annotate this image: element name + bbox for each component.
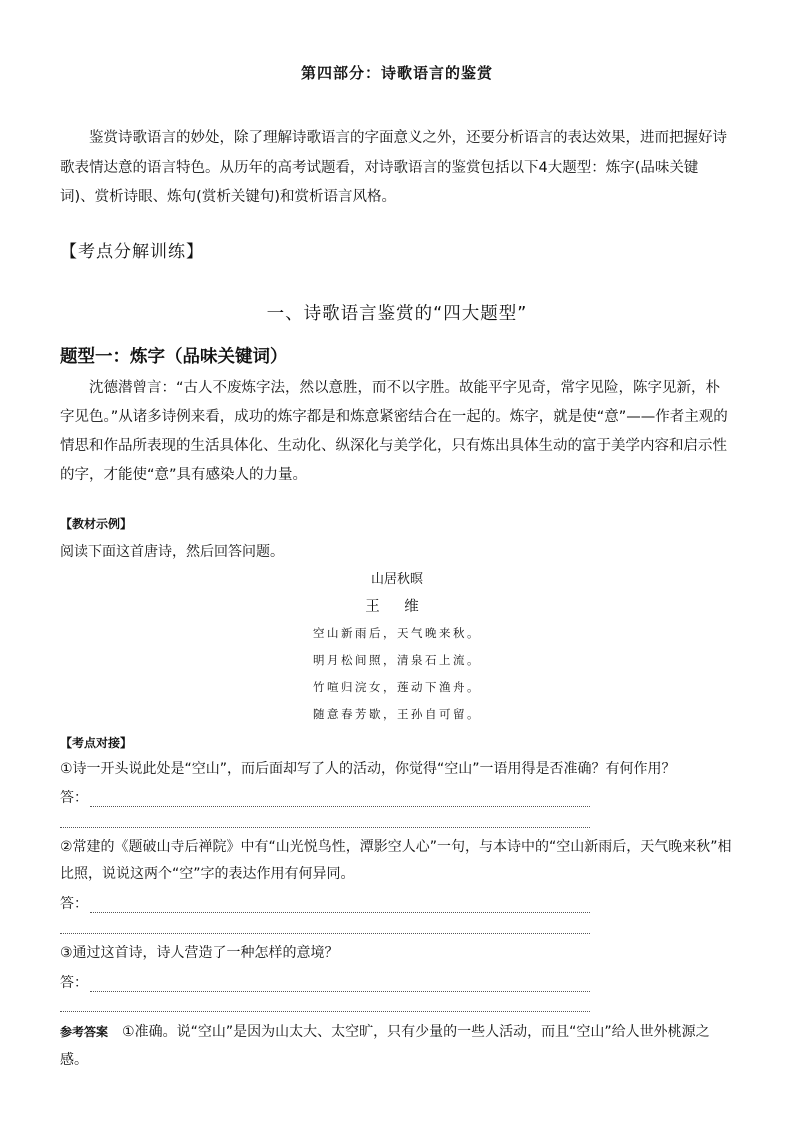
question-3: ③通过这首诗，诗人营造了一种怎样的意境？	[60, 945, 339, 961]
answer-dotted-line[interactable]	[60, 1011, 590, 1012]
answer-label: 答：	[60, 975, 88, 991]
type-paragraph: 沈德潜曾言：“古人不废炼字法，然以意胜，而不以字胜。故能平字见奇，常字见险，陈字见新，朴字见色。”从诸多诗例来看，成功的炼字都是和炼意紧密结合在一起的。炼字，就是使“意”——作者主观的情思和作品所表现的生活具体化、生动化、纵深化与美学化，只有炼出具体生动的富于美学内容和启示性的字，才能使“意”具有感染人的力量。	[60, 380, 728, 483]
instruction-text: 阅读下面这首唐诗，然后回答问题。	[60, 544, 284, 560]
document-title: 第四部分：诗歌语言的鉴赏	[300, 64, 493, 82]
question-2: ②常建的《题破山寺后禅院》中有“山光悦鸟性，潭影空人心”一句，与本诗中的“空山新雨后，天气晚来秋”相比照，说说这两个“空”字的表达作用有何异同。	[60, 839, 732, 882]
answer-line-2[interactable]	[60, 893, 590, 913]
question-1: ①诗一开头说此处是“空山”，而后面却写了人的活动，你觉得“空山”一语用得是否准确？有何作用？	[60, 761, 676, 777]
poem-author: 王 维	[365, 599, 429, 615]
answer-line-3[interactable]	[60, 972, 590, 992]
answer-dotted-line	[90, 794, 590, 807]
type-heading: 题型一：炼字（品味关键词）	[60, 347, 288, 367]
poem-line: 竹喧归浣女，莲动下渔舟。	[313, 680, 481, 694]
intro-paragraph: 鉴赏诗歌语言的妙处，除了理解诗歌语言的字面意义之外，还要分析语言的表达效果，进而把握好诗歌表情达意的语言特色。从历年的高考试题看，对诗歌语言的鉴赏包括以下4大题型：炼字(品味关键词)、赏析诗眼、炼句(赏析关键句)和赏析语言风格。	[60, 130, 727, 205]
poem-title: 山居秋暝	[370, 572, 423, 587]
answer-label: 答：	[60, 896, 88, 912]
poem-line: 随意春芳歇，王孙自可留。	[313, 707, 481, 721]
answer-dotted-line	[90, 979, 590, 992]
answer-line-1[interactable]	[60, 787, 590, 807]
poem-line: 空山新雨后，天气晚来秋。	[313, 626, 481, 640]
kaodian-tag: 【考点对接】	[60, 736, 133, 750]
poem-line: 明月松间照，清泉石上流。	[313, 653, 481, 667]
answer-dotted-line	[90, 900, 590, 913]
answer-dotted-line[interactable]	[60, 827, 590, 828]
answer-label: 答：	[60, 790, 88, 806]
section-tag: 【考点分解训练】	[60, 242, 204, 262]
section-heading: 一、诗歌语言鉴赏的“四大题型”	[266, 304, 528, 324]
example-tag: 【教材示例】	[60, 517, 133, 531]
reference-answer	[60, 1018, 732, 1074]
answer-dotted-line[interactable]	[60, 933, 590, 934]
reference-answer-text: ①准确。说“空山”是因为山太大、太空旷，只有少量的一些人活动，而且“空山”给人世外桃源之感。	[60, 1024, 710, 1068]
reference-answer-label: 参考答案	[60, 1025, 109, 1039]
